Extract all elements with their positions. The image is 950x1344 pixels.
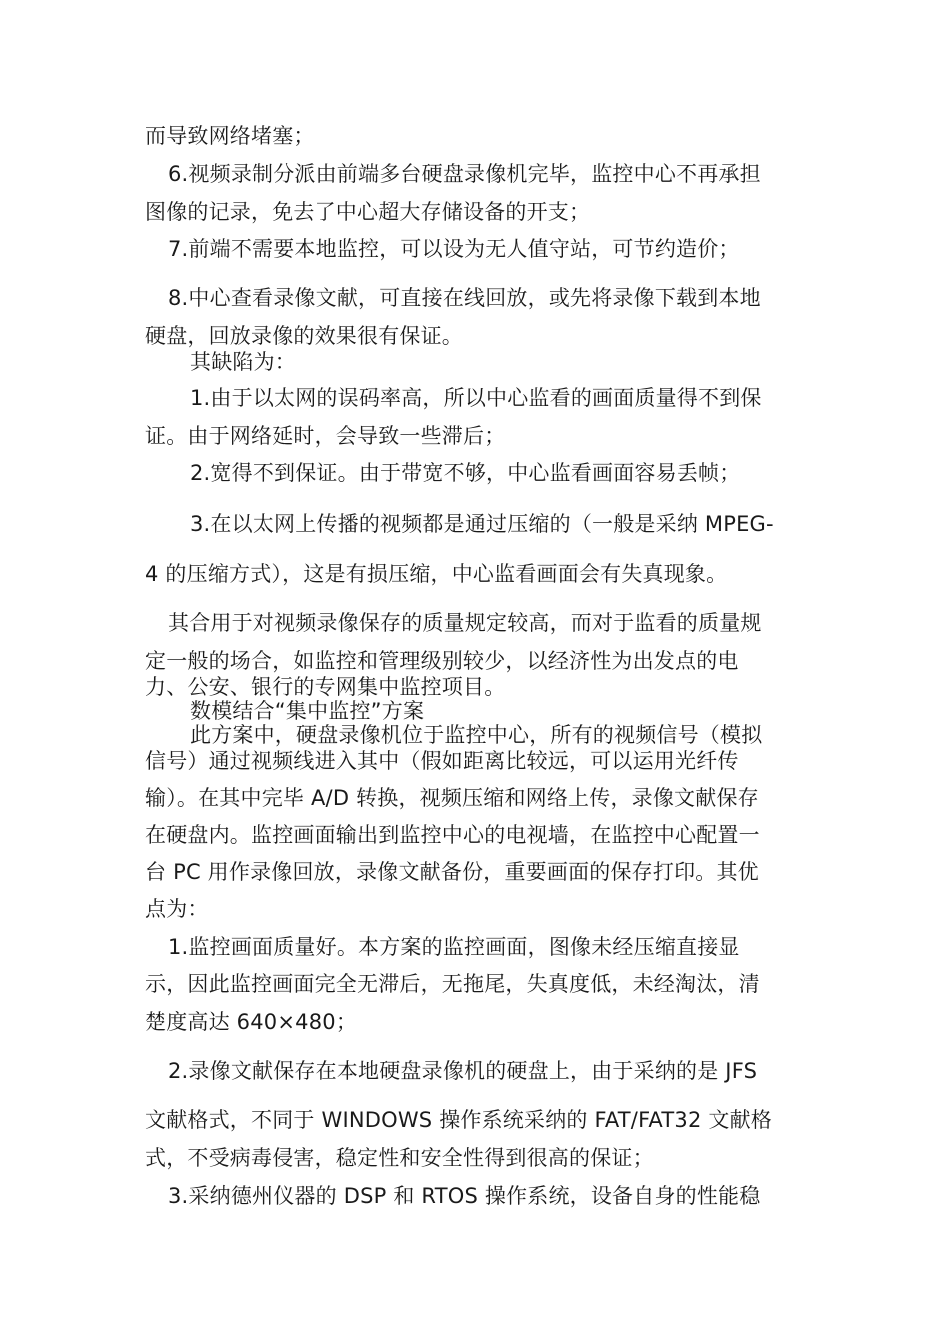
text-line: 4 的压缩方式），这是有损压缩，中心监看画面会有失真现象。 — [145, 562, 728, 586]
text-line: 而导致网络堵塞； — [145, 124, 315, 148]
text-line: 示，因此监控画面完全无滞后，无拖尾，失真度低，未经淘汰，清 — [145, 972, 760, 996]
text-line: 硬盘，回放录像的效果很有保证。 — [145, 324, 463, 348]
text-line: 图像的记录，免去了中心超大存储设备的开支； — [145, 200, 591, 224]
text-line: 1.由于以太网的误码率高，所以中心监看的画面质量得不到保 — [190, 386, 762, 410]
section-heading: 其缺陷为： — [190, 350, 296, 374]
text-line: 3.在以太网上传播的视频都是通过压缩的（一般是采纳 MPEG- — [190, 512, 774, 536]
text-line: 定一般的场合，如监控和管理级别较少，以经济性为出发点的电 — [145, 649, 739, 673]
text-line: 6.视频录制分派由前端多台硬盘录像机完毕，监控中心不再承担 — [168, 162, 761, 186]
text-line: 文献格式，不同于 WINDOWS 操作系统采纳的 FAT/FAT32 文献格 — [145, 1108, 772, 1132]
text-line: 3.采纳德州仪器的 DSP 和 RTOS 操作系统，设备自身的性能稳 — [168, 1184, 761, 1208]
text-line: 在硬盘内。监控画面输出到监控中心的电视墙，在监控中心配置一 — [145, 823, 760, 847]
text-line: 其合用于对视频录像保存的质量规定较高，而对于监看的质量规 — [168, 611, 762, 635]
text-line: 2.宽得不到保证。由于带宽不够，中心监看画面容易丢帧； — [190, 461, 741, 485]
text-line: 力、公安、银行的专网集中监控项目。 — [145, 675, 506, 699]
text-line: 1.监控画面质量好。本方案的监控画面，图像未经压缩直接显 — [168, 935, 740, 959]
text-line: 点为： — [145, 897, 209, 921]
text-line: 此方案中，硬盘录像机位于监控中心，所有的视频信号（模拟 — [190, 723, 763, 747]
text-line: 式，不受病毒侵害，稳定性和安全性得到很高的保证； — [145, 1146, 654, 1170]
text-line: 7.前端不需要本地监控，可以设为无人值守站，可节约造价； — [168, 237, 740, 261]
text-line: 2.录像文献保存在本地硬盘录像机的硬盘上，由于采纳的是 JFS — [168, 1059, 758, 1083]
text-line: 输）。在其中完毕 A/D 转换，视频压缩和网络上传，录像文献保存 — [145, 786, 759, 810]
text-line: 证。由于网络延时，会导致一些滞后； — [145, 424, 506, 448]
text-line: 8.中心查看录像文献，可直接在线回放，或先将录像下载到本地 — [168, 286, 761, 310]
text-line: 楚度高达 640×480； — [145, 1010, 358, 1034]
section-heading: 数模结合“集中监控”方案 — [190, 699, 425, 723]
text-line: 台 PC 用作录像回放，录像文献备份，重要画面的保存打印。其优 — [145, 860, 759, 884]
text-line: 信号）通过视频线进入其中（假如距离比较远，可以运用光纤传 — [145, 749, 739, 773]
